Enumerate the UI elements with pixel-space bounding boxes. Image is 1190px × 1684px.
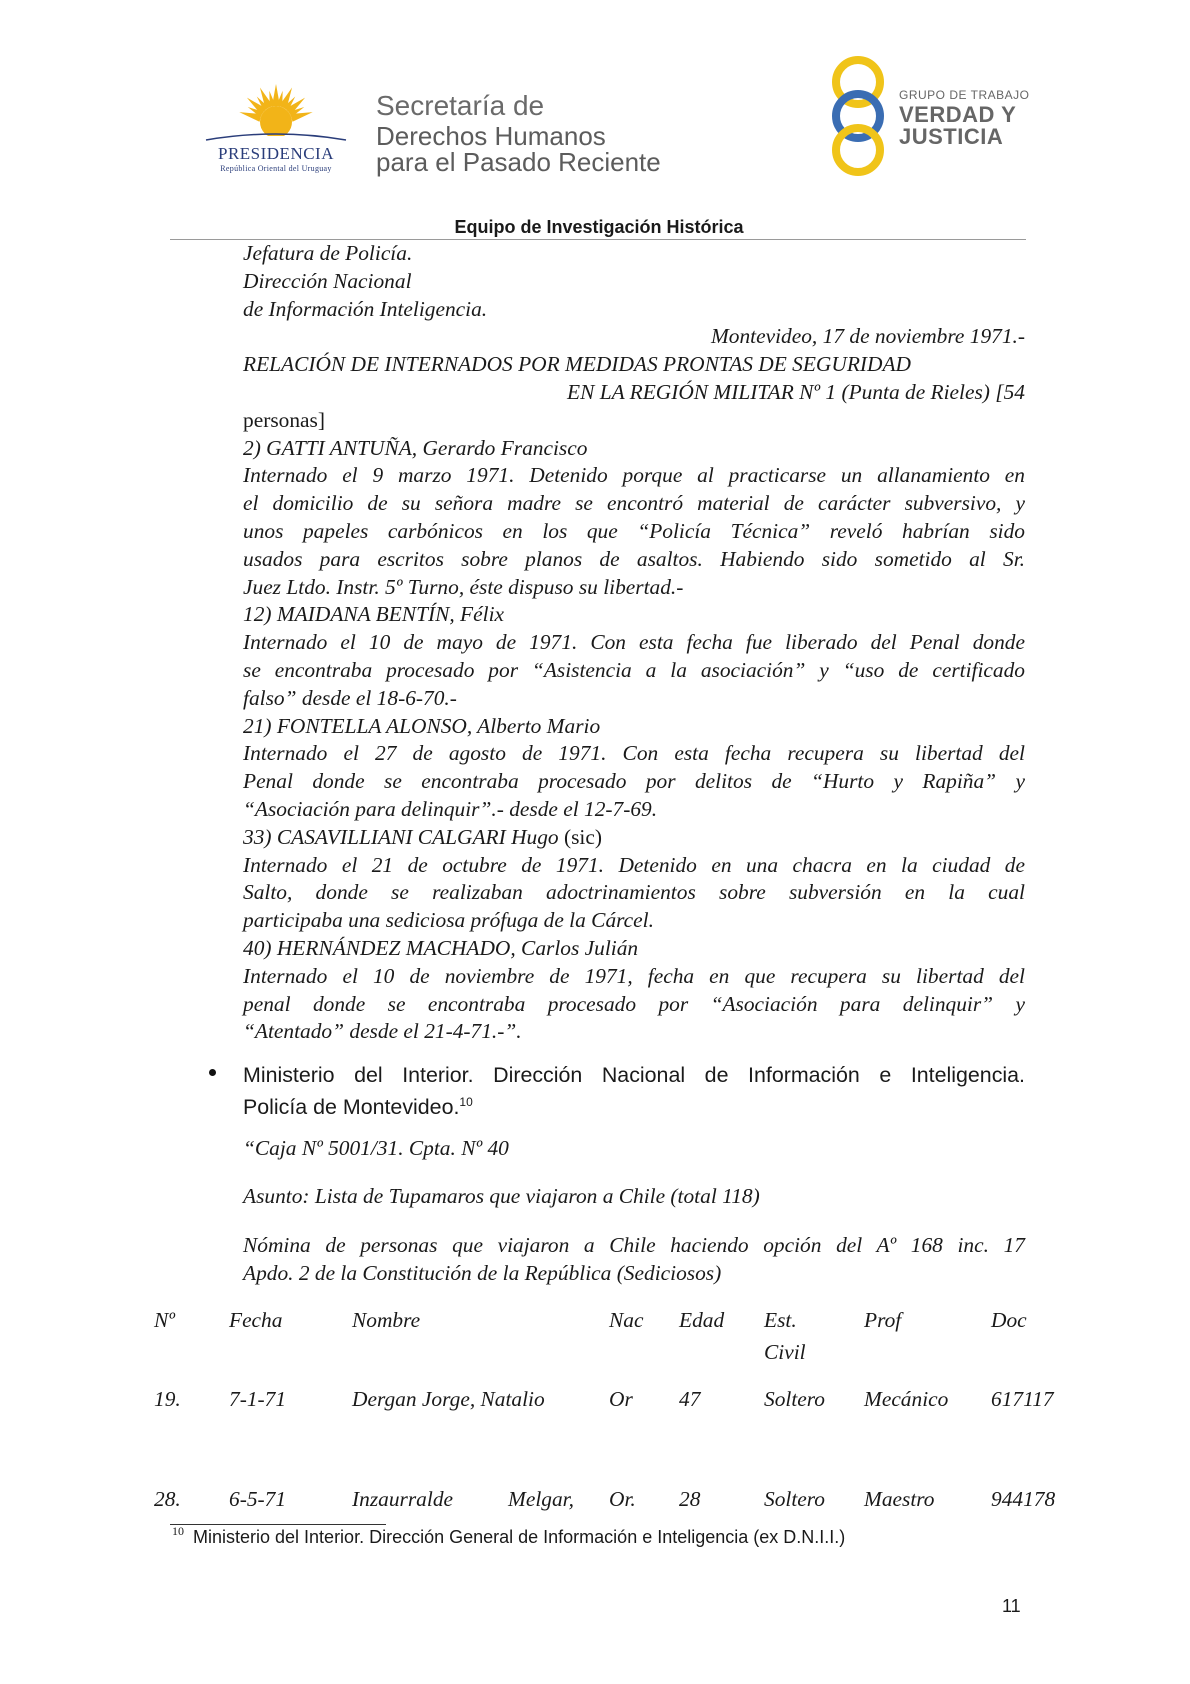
table-cell-doc: 944178 <box>991 1487 1056 1511</box>
body-line: Juez Ltdo. Instr. 5º Turno, éste dispuso su libertad.- <box>243 574 684 599</box>
body-line: Internado el 9 marzo 1971. Detenido porque al practicarse un allanamiento en <box>243 463 1025 488</box>
table-cell-doc: 617117 <box>991 1387 1054 1411</box>
nomina-paragraph: Nómina de personas que viajaron a Chile haciendo opción del Aº 168 inc. 17 Apdo. 2 de la Constitución de la República (Sediciosos) <box>243 1233 1025 1285</box>
footnote-text: Ministerio del Interior. Dirección General de Información e Inteligencia (ex D.N.I.I.) <box>193 1527 846 1547</box>
sic-note: (sic) <box>563 824 602 849</box>
grupo-line-2: VERDAD Y <box>899 102 1017 127</box>
table-cell-num: 28. <box>154 1487 181 1511</box>
body-line: participaba una sediciosa prófuga de la Cárcel. <box>243 908 654 933</box>
body-line: falso” desde el 18-6-70.- <box>243 685 457 710</box>
verdad-justicia-rings-logo <box>820 54 896 178</box>
bullet-icon <box>209 1069 216 1076</box>
secretaria-line-2: Derechos Humanos <box>376 121 606 151</box>
table-cell-nombre-2: Melgar, <box>508 1487 574 1511</box>
table-cell-est: Soltero <box>764 1387 825 1411</box>
secretaria-line-1: Secretaría de <box>376 90 545 121</box>
body-line: Internado el 21 de octubre de 1971. Detenido en una chacra en la ciudad de <box>243 852 1025 877</box>
body-line: personas] <box>243 407 325 432</box>
body-line: Internado el 27 de agosto de 1971. Con esta fecha recupera su libertad del <box>243 741 1025 766</box>
table-header-num: Nº <box>154 1308 175 1332</box>
secretaria-line-3: para el Pasado Reciente <box>376 147 661 177</box>
table-header-edad: Edad <box>679 1308 725 1332</box>
body-line: de Información Inteligencia. <box>243 296 488 321</box>
body-line: el domicilio de su señora madre se encontró material de carácter subversivo, y <box>243 491 1025 516</box>
person-heading: 21) FONTELLA ALONSO, Alberto Mario <box>243 713 601 738</box>
table-cell-nombre: Inzaurralde <box>352 1487 454 1511</box>
table-cell-prof: Mecánico <box>864 1387 949 1411</box>
body-line: Internado el 10 de noviembre de 1971, fecha en que recupera su libertad del <box>243 963 1025 988</box>
body-line: Internado el 10 de mayo de 1971. Con esta fecha fue liberado del Penal donde <box>243 630 1025 655</box>
table-header-prof: Prof <box>864 1308 902 1332</box>
relacion-title: RELACIÓN DE INTERNADOS POR MEDIDAS PRONTAS DE SEGURIDAD <box>243 352 911 377</box>
body-line: “Atentado” desde el 21-4-71.-”. <box>243 1019 522 1044</box>
grupo-line-1: GRUPO DE TRABAJO <box>899 88 1030 102</box>
presidencia-subtitle: República Oriental del Uruguay <box>220 164 332 173</box>
table-cell-edad: 47 <box>679 1387 701 1411</box>
table-cell-nac: Or. <box>609 1487 636 1511</box>
body-line: Dirección Nacional <box>243 268 412 293</box>
footnote-rule <box>170 1524 386 1525</box>
body-line: Salto, donde se realizaban adoctrinamientos sobre subversión en la cual <box>243 880 1025 905</box>
table-header-fecha: Fecha <box>229 1308 283 1332</box>
table-header-civil: Civil <box>764 1340 806 1364</box>
footnote-ref: 10 <box>459 1095 473 1109</box>
table-cell-nombre: Dergan Jorge, Natalio <box>352 1387 545 1411</box>
table-header-nombre: Nombre <box>352 1308 421 1332</box>
running-head: Equipo de Investigación Histórica <box>454 217 744 237</box>
caja-line: “Caja Nº 5001/31. Cpta. Nº 40 <box>243 1136 509 1160</box>
document-body <box>243 240 1025 1046</box>
body-line: unos papeles carbónicos en los que “Policía Técnica” reveló habrían sido <box>243 518 1025 543</box>
table-cell-est: Soltero <box>764 1487 825 1511</box>
table-header-est: Est. <box>764 1308 797 1332</box>
presidencia-name: PRESIDENCIA <box>217 144 334 163</box>
person-heading: 12) MAIDANA BENTÍN, Félix <box>243 602 505 627</box>
body-line: se encontraba procesado por “Asistencia a la asociación” y “uso de certificado <box>243 657 1025 682</box>
body-line: penal donde se encontraba procesado por “Asociación para delinquir” y <box>243 991 1025 1016</box>
table-header-doc: Doc <box>991 1308 1027 1332</box>
grupo-line-3: JUSTICIA <box>899 124 1004 149</box>
table-cell-nac: Or <box>609 1387 633 1411</box>
table-cell-fecha: 6-5-71 <box>229 1487 287 1511</box>
table-cell-edad: 28 <box>679 1487 701 1511</box>
asunto-line: Asunto: Lista de Tupamaros que viajaron a Chile (total 118) <box>243 1184 760 1208</box>
body-line: “Asociación para delinquir”.- desde el 12-7-69. <box>243 796 658 821</box>
table-cell-prof: Maestro <box>864 1487 935 1511</box>
body-line: usados para escritos sobre planos de asaltos. Habiendo sido sometido al Sr. <box>243 546 1025 571</box>
page-number: 11 <box>1002 1596 1021 1616</box>
table-cell-fecha: 7-1-71 <box>229 1387 287 1411</box>
person-heading: 40) HERNÁNDEZ MACHADO, Carlos Julián <box>243 935 639 960</box>
body-line: Penal donde se encontraba procesado por delitos de “Hurto y Rapiña” y <box>243 769 1025 794</box>
table-cell-num: 19. <box>154 1387 181 1411</box>
date-line: Montevideo, 17 de noviembre 1971.- <box>710 324 1025 349</box>
person-heading: 33) CASAVILLIANI CALGARI Hugo (sic) <box>243 824 602 849</box>
table-header-nac: Nac <box>609 1308 644 1332</box>
bullet-item: Ministerio del Interior. Dirección Nacional de Información e Inteligencia. Policía de Montevideo.$^{10}$ <box>243 1063 1025 1120</box>
footnote-number: 10 <box>172 1524 184 1538</box>
relacion-title-2: EN LA REGIÓN MILITAR Nº 1 (Punta de Rieles) [54 <box>567 379 1025 404</box>
body-line: Jefatura de Policía. <box>243 241 413 265</box>
person-heading: 2) GATTI ANTUÑA, Gerardo Francisco <box>243 435 588 460</box>
